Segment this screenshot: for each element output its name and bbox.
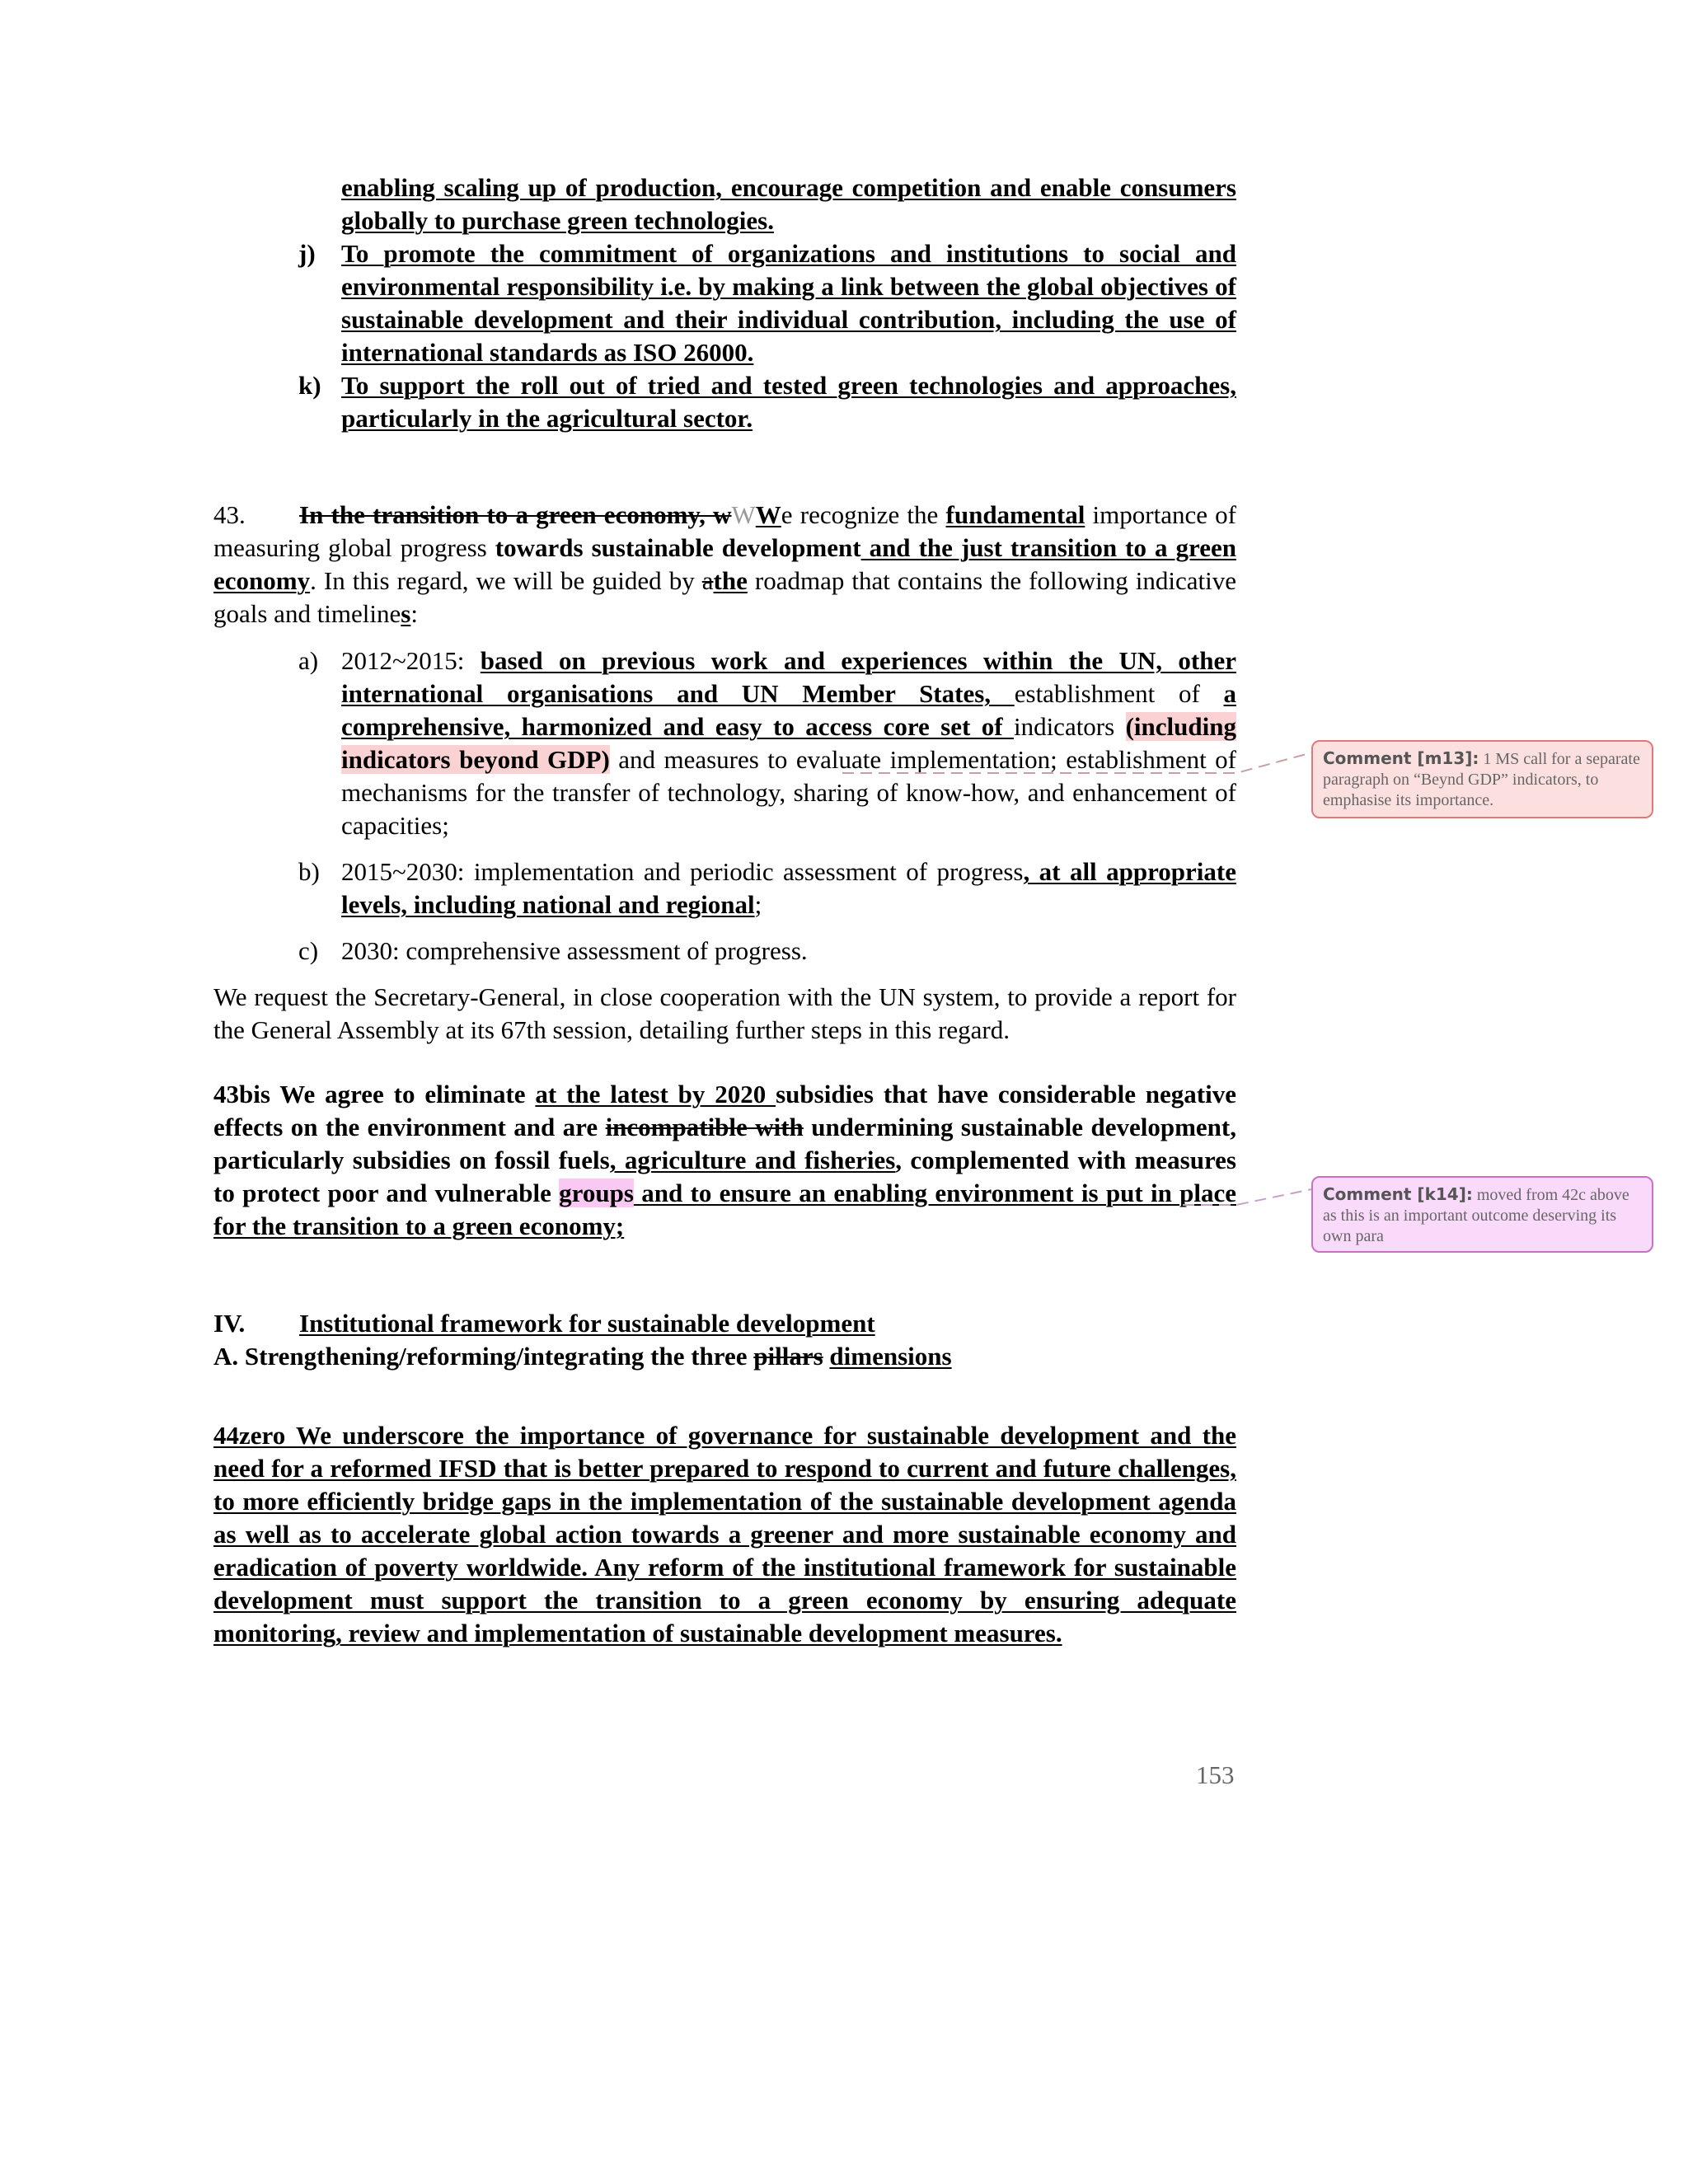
body-text: importance of measuring global progress bbox=[213, 500, 1236, 562]
inserted-text: enabling scaling up of production, encourage competition and enable consumers globally to purchase green technologies. bbox=[341, 173, 1236, 235]
deleted-text: incompatible with bbox=[605, 1113, 804, 1141]
body-text: 2015~2030: implementation and periodic assessment of progress bbox=[341, 857, 1024, 886]
inserted-text: s bbox=[401, 599, 411, 628]
section-heading bbox=[213, 1307, 1236, 1373]
body-text: subsidies that have considerable negative effects on the environment and are bbox=[213, 1080, 1236, 1141]
commented-highlight[interactable]: groups bbox=[559, 1179, 634, 1207]
list-marker: c) bbox=[298, 936, 319, 965]
inserted-text: a comprehensive, harmonized and easy to access core set of bbox=[341, 679, 1236, 741]
body-text: undermining sustainable development, particularly subsidies on fossil fuels bbox=[213, 1113, 1236, 1174]
inserted-text: dimensions bbox=[829, 1342, 952, 1371]
body-text: We request the Secretary-General, in close cooperation with the UN system, to provide a report for the General Assembly at its 67th session, detailing further steps in this regard. bbox=[213, 982, 1236, 1044]
item-i-continuation bbox=[341, 171, 1236, 237]
deleted-text: a bbox=[701, 566, 714, 595]
inserted-text: fundamental bbox=[945, 500, 1085, 529]
body-text: indicators bbox=[1013, 712, 1126, 741]
body-text: and measures to evaluate implementation; establishment of mechanisms for the transfer of technology, sharing of know-how, and enhancement of capacities; bbox=[341, 745, 1237, 840]
inserted-text: the bbox=[713, 566, 748, 595]
paragraph-44zero bbox=[213, 1419, 1236, 1650]
inserted-text: and to ensure an enabling environment is put in place for the transition to a green economy; bbox=[213, 1179, 1237, 1240]
subsection-title: A. Strengthening/reforming/integrating the three bbox=[213, 1342, 754, 1371]
comment-body: moved from 42c above as this is an important outcome deserving its own para bbox=[1323, 1186, 1629, 1245]
list-marker: k) bbox=[298, 371, 321, 400]
body-text: 43bis We agree to eliminate bbox=[213, 1080, 536, 1108]
list-marker: j) bbox=[298, 239, 316, 268]
inserted-text: To promote the commitment of organizations and institutions to social and environmental responsibility i.e. by making a link between the global objectives of sustainable development and their individual contribution, including the use of international standards as ISO 26000. bbox=[341, 239, 1236, 367]
page-number: 153 bbox=[1196, 1760, 1235, 1789]
inserted-text: at the latest by 2020 bbox=[535, 1080, 776, 1108]
body-text: . In this regard, we will be guided by bbox=[310, 566, 702, 595]
bold-text: towards sustainable development bbox=[495, 533, 861, 562]
body-text: : bbox=[410, 599, 418, 628]
inserted-text: To support the roll out of tried and tested green technologies and approaches, particularly in the agricultural sector. bbox=[341, 371, 1236, 433]
paragraph-number: 43. bbox=[213, 500, 246, 529]
deleted-text: pillars bbox=[753, 1342, 823, 1371]
request-paragraph bbox=[213, 981, 1236, 1047]
deleted-text: In the transition to a green economy, w bbox=[299, 500, 732, 529]
comment-balloon-k14[interactable] bbox=[1311, 1176, 1653, 1253]
body-text: 2030: comprehensive assessment of progress. bbox=[341, 936, 808, 965]
inserted-text: 44zero We underscore the importance of governance for sustainable development and the need for a reformed IFSD that is better prepared to respond to current and future challenges, to more efficiently bridge gaps in the implementation of the sustainable development agenda as well as to accelerate global action towards a greener and more sustainable economy and eradication of poverty worldwide. Any reform of the institutional framework for sustainable development must support the transition to a green economy by ensuring adequate monitoring, review and implementation of sustainable development measures. bbox=[213, 1421, 1236, 1647]
comment-title: Comment [k14]: bbox=[1323, 1184, 1473, 1204]
comment-balloon-m13[interactable] bbox=[1311, 740, 1653, 818]
section-title: Institutional framework for sustainable development bbox=[299, 1309, 875, 1338]
paragraph-43bis bbox=[213, 1078, 1236, 1243]
list-marker: b) bbox=[298, 857, 320, 886]
body-text: establishment of bbox=[1014, 679, 1224, 708]
section-number: IV. bbox=[213, 1309, 246, 1338]
body-text: , complemented with measures to protect poor and vulnerable bbox=[213, 1146, 1236, 1207]
inserted-text: and the just transition to a green economy bbox=[213, 533, 1236, 595]
body-text: roadmap that contains the following indicative goals and timeline bbox=[213, 566, 1236, 628]
commented-highlight[interactable]: (including indicators beyond GDP) bbox=[341, 712, 1236, 774]
inserted-text: W bbox=[755, 500, 781, 529]
body-text: e recognize the bbox=[781, 500, 946, 529]
inserted-text: , agriculture and fisheries bbox=[609, 1146, 896, 1174]
inserted-text: , at all appropriate levels, including national and regional bbox=[341, 857, 1236, 919]
moved-text: W bbox=[731, 500, 756, 529]
comment-body: 1 MS call for a separate paragraph on “Beynd GDP” indicators, to emphasise its importance. bbox=[1323, 750, 1640, 809]
paragraph-43 bbox=[213, 499, 1236, 630]
body-text: ; bbox=[754, 890, 762, 919]
comment-title: Comment [m13]: bbox=[1323, 748, 1479, 768]
inserted-text: based on previous work and experiences within the UN, other international organisations and UN Member States, bbox=[341, 646, 1237, 708]
body-text: 2012~2015: bbox=[341, 646, 481, 675]
list-marker: a) bbox=[298, 646, 319, 675]
